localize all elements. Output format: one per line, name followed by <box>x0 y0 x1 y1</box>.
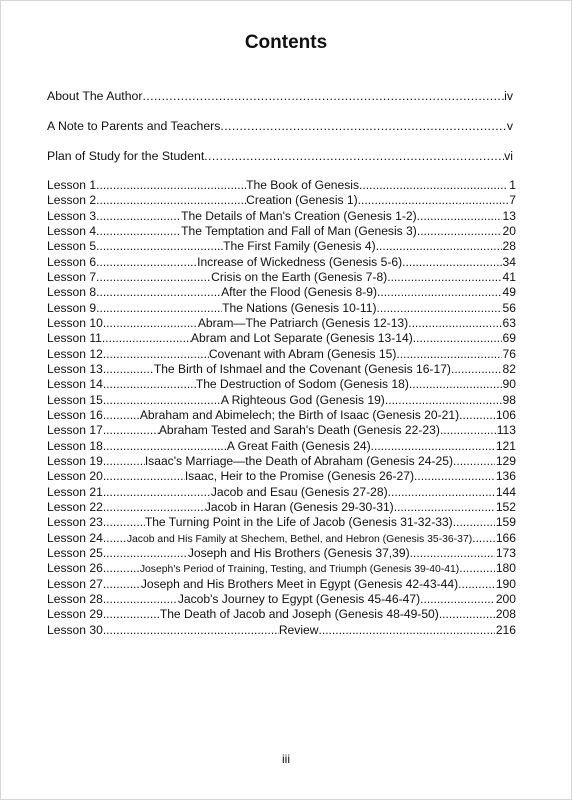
dot-leader <box>440 423 496 438</box>
lesson-page: 20 <box>502 223 516 238</box>
lesson-row <box>47 500 516 515</box>
lesson-page: 200 <box>495 591 516 606</box>
lesson-page: 63 <box>502 315 516 330</box>
lesson-row <box>47 469 516 484</box>
page-number: iii <box>282 752 290 766</box>
lesson-number: Lesson 4 <box>47 223 97 238</box>
dot-leader <box>410 546 495 561</box>
dot-leader <box>220 119 506 133</box>
dot-leader <box>451 362 502 377</box>
lesson-page: 1 <box>509 178 516 192</box>
lesson-number: Lesson 29 <box>47 607 103 622</box>
lesson-number: Lesson 20 <box>47 469 103 484</box>
lesson-title: Abraham and Abimelech; the Birth of Isaac (Genesis 20-21) <box>139 407 460 422</box>
lesson-number: Lesson 3 <box>47 208 97 223</box>
lesson-row <box>47 515 516 530</box>
dot-leader <box>96 239 223 254</box>
lesson-number: Lesson 25 <box>47 545 103 560</box>
dot-leader <box>396 347 501 362</box>
dot-leader <box>103 316 198 331</box>
dot-leader <box>459 561 495 576</box>
lesson-title: Abram and Lot Separate (Genesis 13-14) <box>190 331 413 346</box>
dot-leader <box>385 393 502 408</box>
lesson-title: The Book of Genesis <box>246 178 360 192</box>
dot-leader <box>103 561 140 576</box>
dot-leader <box>376 239 502 254</box>
lesson-page: 144 <box>495 484 516 499</box>
lesson-page: 56 <box>502 300 516 315</box>
lesson-number: Lesson 6 <box>47 254 97 269</box>
dot-leader <box>414 469 495 484</box>
lesson-number: Lesson 15 <box>47 392 103 407</box>
dot-leader <box>103 592 178 607</box>
lesson-row <box>47 301 516 316</box>
lesson-row <box>47 331 516 346</box>
dot-leader <box>409 377 502 392</box>
lesson-page: 106 <box>495 407 516 422</box>
lesson-number: Lesson 10 <box>47 315 103 330</box>
lesson-row <box>47 393 516 408</box>
lesson-number: Lesson 12 <box>47 346 103 361</box>
lesson-number: Lesson 11 <box>47 331 102 346</box>
dot-leader <box>359 178 508 193</box>
lesson-title: Jacob and His Family at Shechem, Bethel, and Hebron (Genesis 35-36-37) <box>126 533 473 545</box>
lesson-row <box>47 255 516 270</box>
toc-entry-plan-of-study <box>47 149 513 163</box>
dot-leader <box>387 270 501 285</box>
lesson-page: 129 <box>495 453 516 468</box>
dot-leader <box>96 209 181 224</box>
lesson-title: The First Family (Genesis 4) <box>223 239 376 254</box>
dot-leader <box>103 393 221 408</box>
dot-leader <box>420 592 495 607</box>
lesson-title: The Turning Point in the Life of Jacob (Genesis 31-32-33) <box>144 515 453 530</box>
lesson-title: The Nations (Genesis 10-11) <box>222 300 377 315</box>
lesson-page: 173 <box>495 545 516 560</box>
lesson-page: 34 <box>502 254 516 269</box>
dot-leader <box>408 316 501 331</box>
toc-entry-title: A Note to Parents and Teachers <box>47 119 221 133</box>
lesson-row <box>47 178 516 193</box>
lesson-title: Joseph and His Brothers (Genesis 37,39) <box>187 545 410 560</box>
lesson-number: Lesson 18 <box>47 438 103 453</box>
dot-leader <box>103 531 127 546</box>
lesson-title: Review <box>278 622 319 637</box>
dot-leader <box>376 301 501 316</box>
lesson-row <box>47 607 516 622</box>
lesson-row <box>47 408 516 423</box>
dot-leader <box>96 178 246 193</box>
page-title: Contents <box>244 32 328 53</box>
lesson-title: Abraham Tested and Sarah's Death (Genesis 22-23) <box>158 423 440 438</box>
lesson-title: Isaac's Marriage—the Death of Abraham (Genesis 24-25) <box>144 453 453 468</box>
toc-entry-about-author <box>47 89 513 103</box>
lesson-number: Lesson 7 <box>47 269 97 284</box>
lesson-title: The Birth of Ishmael and the Covenant (Genesis 16-17) <box>153 361 451 376</box>
dot-leader <box>103 500 205 515</box>
dot-leader <box>103 377 196 392</box>
lesson-title: The Temptation and Fall of Man (Genesis 3) <box>181 223 417 238</box>
dot-leader <box>103 362 154 377</box>
lesson-page: 208 <box>495 607 516 622</box>
dot-leader <box>103 485 211 500</box>
dot-leader <box>103 546 188 561</box>
dot-leader <box>103 623 279 638</box>
lesson-number: Lesson 5 <box>47 239 97 254</box>
lesson-number: Lesson 13 <box>47 361 103 376</box>
lesson-page: 82 <box>502 361 516 376</box>
lesson-number: Lesson 19 <box>47 453 103 468</box>
lesson-row <box>47 316 516 331</box>
lesson-page: 41 <box>502 269 516 284</box>
lesson-row <box>47 423 516 438</box>
dot-leader <box>388 485 495 500</box>
lesson-number: Lesson 21 <box>47 484 103 499</box>
lesson-title: A Great Faith (Genesis 24) <box>226 438 371 453</box>
toc-entry-note-to-parents <box>47 119 513 133</box>
dot-leader <box>453 454 495 469</box>
lesson-row <box>47 209 516 224</box>
lesson-title: Jacob in Haran (Genesis 29-30-31) <box>204 499 394 514</box>
lesson-row <box>47 239 516 254</box>
lesson-row <box>47 285 516 300</box>
lesson-title: Increase of Wickedness (Genesis 5-6) <box>197 254 403 269</box>
lesson-row <box>47 193 516 208</box>
lesson-title: A Righteous God (Genesis 19) <box>220 392 385 407</box>
lesson-page: 69 <box>502 331 516 346</box>
dot-leader <box>394 500 495 515</box>
lesson-page: 113 <box>496 423 516 438</box>
dot-leader <box>453 515 495 530</box>
dot-leader <box>358 193 509 208</box>
lesson-row <box>47 362 516 377</box>
lesson-title: The Death of Jacob and Joseph (Genesis 48-49-50) <box>159 607 439 622</box>
lesson-title: Joseph and His Brothers Meet in Egypt (Genesis 42-43-44) <box>140 576 459 591</box>
lesson-page: 216 <box>495 622 516 637</box>
lesson-page: 159 <box>495 515 516 530</box>
lesson-row <box>47 224 516 239</box>
lesson-page: 28 <box>502 239 516 254</box>
lesson-number: Lesson 2 <box>47 193 97 208</box>
dot-leader <box>102 331 191 346</box>
lesson-row <box>47 561 516 576</box>
lesson-page: 180 <box>495 561 516 576</box>
lesson-row <box>47 531 516 546</box>
dot-leader <box>318 623 494 638</box>
lesson-row <box>47 577 516 592</box>
dot-leader <box>371 439 495 454</box>
lesson-title: Joseph's Period of Training, Testing, and Triumph (Genesis 39-40-41) <box>139 564 460 576</box>
lesson-row <box>47 270 516 285</box>
lesson-number: Lesson 28 <box>47 591 103 606</box>
dot-leader <box>413 331 502 346</box>
lesson-title: Jacob and Esau (Genesis 27-28) <box>210 484 388 499</box>
lesson-number: Lesson 27 <box>47 576 103 591</box>
lesson-row <box>47 377 516 392</box>
lesson-title: Abram—The Patriarch (Genesis 12-13) <box>197 315 409 330</box>
lesson-row <box>47 592 516 607</box>
dot-leader <box>143 89 505 103</box>
lesson-title: The Details of Man's Creation (Genesis 1-2) <box>181 208 417 223</box>
lesson-page: 166 <box>495 530 516 545</box>
lesson-page: 121 <box>495 438 516 453</box>
dot-leader <box>402 255 501 270</box>
lesson-number: Lesson 22 <box>47 499 103 514</box>
dot-leader <box>96 255 197 270</box>
toc-entry-title: About The Author <box>47 89 143 103</box>
dot-leader <box>96 285 221 300</box>
dot-leader <box>103 408 140 423</box>
lesson-number: Lesson 17 <box>47 423 103 438</box>
lesson-row <box>47 623 516 638</box>
lesson-row <box>47 485 516 500</box>
lesson-number: Lesson 16 <box>47 407 103 422</box>
lesson-list <box>47 178 516 638</box>
lesson-page: 13 <box>502 208 516 223</box>
lesson-title: Crisis on the Earth (Genesis 7-8) <box>211 269 388 284</box>
dot-leader <box>103 607 160 622</box>
lesson-title: Isaac, Heir to the Promise (Genesis 26-27) <box>184 469 415 484</box>
lesson-page: 136 <box>495 469 516 484</box>
dot-leader <box>103 469 185 484</box>
lesson-number: Lesson 23 <box>47 515 103 530</box>
toc-entry-page: vi <box>504 149 513 163</box>
lesson-title: The Destruction of Sodom (Genesis 18) <box>195 377 409 392</box>
lesson-number: Lesson 26 <box>47 561 103 576</box>
dot-leader <box>103 577 141 592</box>
dot-leader <box>96 270 211 285</box>
lesson-title: Creation (Genesis 1) <box>246 193 358 208</box>
toc-entry-page: v <box>506 119 513 133</box>
dot-leader <box>459 408 495 423</box>
dot-leader <box>439 607 495 622</box>
lesson-row <box>47 454 516 469</box>
toc-entry-title: Plan of Study for the Student <box>47 149 205 163</box>
lesson-row <box>47 439 516 454</box>
dot-leader <box>103 347 209 362</box>
lesson-number: Lesson 14 <box>47 377 103 392</box>
lesson-title: After the Flood (Genesis 8-9) <box>221 285 378 300</box>
dot-leader <box>377 285 502 300</box>
dot-leader <box>417 209 502 224</box>
lesson-page: 152 <box>495 499 516 514</box>
toc-entry-page: iv <box>504 89 513 103</box>
lesson-number: Lesson 9 <box>47 300 97 315</box>
dot-leader <box>417 224 502 239</box>
dot-leader <box>96 224 181 239</box>
dot-leader <box>458 577 495 592</box>
dot-leader <box>96 301 222 316</box>
lesson-number: Lesson 30 <box>47 622 103 637</box>
lesson-page: 76 <box>502 346 516 361</box>
lesson-number: Lesson 8 <box>47 285 97 300</box>
dot-leader <box>103 423 159 438</box>
lesson-number: Lesson 24 <box>47 530 103 545</box>
dot-leader <box>103 454 145 469</box>
lesson-title: Jacob's Journey to Egypt (Genesis 45-46-47) <box>177 591 421 606</box>
lesson-page: 90 <box>502 377 516 392</box>
lesson-page: 190 <box>495 576 516 591</box>
lesson-page: 98 <box>502 392 516 407</box>
dot-leader <box>204 149 504 163</box>
dot-leader <box>103 515 145 530</box>
lesson-page: 49 <box>502 285 516 300</box>
dot-leader <box>103 439 227 454</box>
dot-leader <box>96 193 246 208</box>
lesson-row <box>47 546 516 561</box>
lesson-page: 7 <box>509 193 516 208</box>
dot-leader <box>472 531 495 546</box>
lesson-row <box>47 347 516 362</box>
lesson-title: Covenant with Abram (Genesis 15) <box>208 346 397 361</box>
lesson-number: Lesson 1 <box>47 178 97 192</box>
